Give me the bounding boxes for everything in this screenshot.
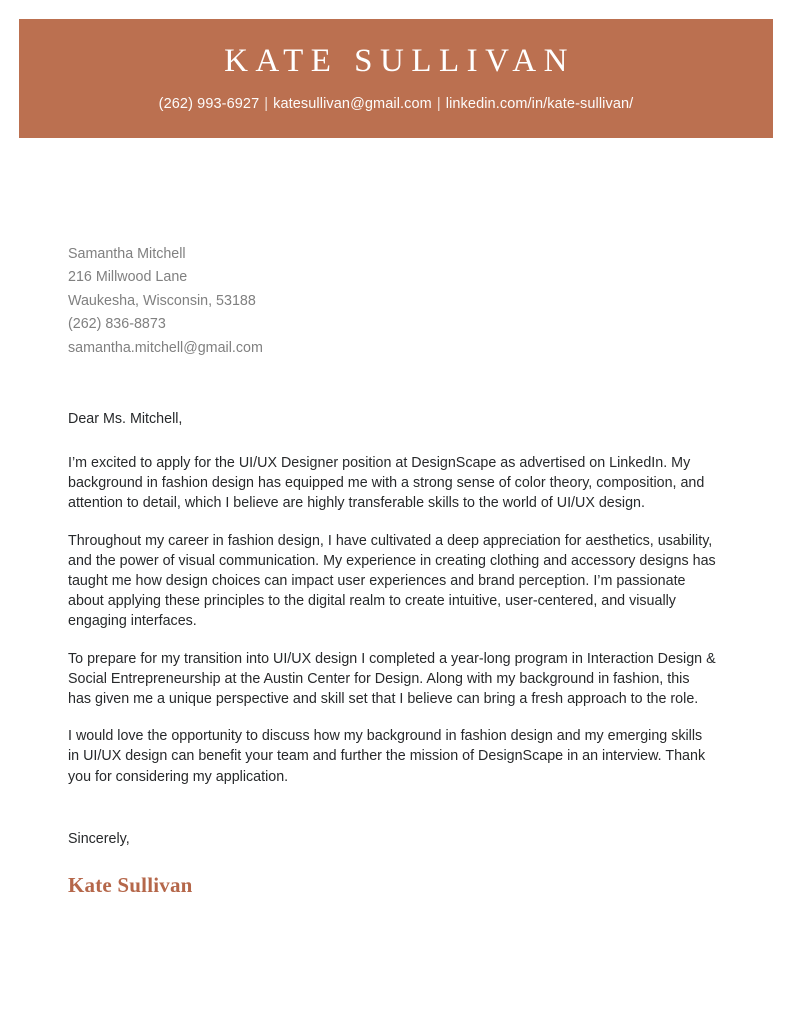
contact-info-line	[159, 97, 634, 112]
recipient-name: Samantha Mitchell	[68, 246, 186, 262]
recipient-email: samantha.mitchell@gmail.com	[68, 339, 263, 356]
closing-salutation: Sincerely,	[68, 830, 130, 847]
recipient-street: 216 Millwood Lane	[68, 269, 188, 286]
contact-phone: (262) 993-6927	[158, 96, 260, 113]
salutation: Dear Ms. Mitchell,	[68, 411, 183, 428]
signature-name: Kate Sullivan	[68, 872, 193, 897]
applicant-name-title: KATE SULLIVAN	[224, 43, 575, 80]
contact-linkedin: linkedin.com/in/kate-sullivan/	[445, 96, 634, 113]
letter-paragraph-3: To prepare for my transition into UI/UX design I completed a year-long program in Interaction Design & Social Entrepreneurship at the Austin Center for Design. Along with my background in fashion, this has given me a unique perspective and skill set that I believe can bring a fresh approach to the role.	[68, 650, 716, 708]
letter-paragraph-4: I would love the opportunity to discuss how my background in fashion design and my emerging skills in UI/UX design can benefit your team and further the mission of DesignScape in an interview. Thank you for considering my application.	[68, 728, 706, 785]
contact-email: katesullivan@gmail.com	[273, 96, 432, 113]
letterhead-banner	[19, 19, 773, 138]
letter-paragraph-2: Throughout my career in fashion design, I have cultivated a deep appreciation for aesthetics, usability, and the power of visual communication. My experience in creating clothing and accessory designs has taught me how design choices can impact user experiences and brand perception. I’m passionate about applying these principles to the digital realm to create intuitive, user-centered, and visually engaging interfaces.	[68, 532, 716, 630]
recipient-city: Waukesha, Wisconsin, 53188	[68, 292, 256, 309]
contact-separator-1: |	[264, 96, 269, 113]
letter-body	[68, 243, 716, 897]
recipient-phone: (262) 836-8873	[68, 316, 166, 333]
contact-separator-2: |	[436, 96, 441, 113]
recipient-address-block	[68, 243, 716, 360]
letter-paragraph-1: I’m excited to apply for the UI/UX Designer position at DesignScape as advertised on LinkedIn. My background in fashion design has equipped me with a strong sense of color theory, composition, and attention to detail, which I believe are highly transferable skills to the world of UI/UX design.	[68, 455, 705, 512]
